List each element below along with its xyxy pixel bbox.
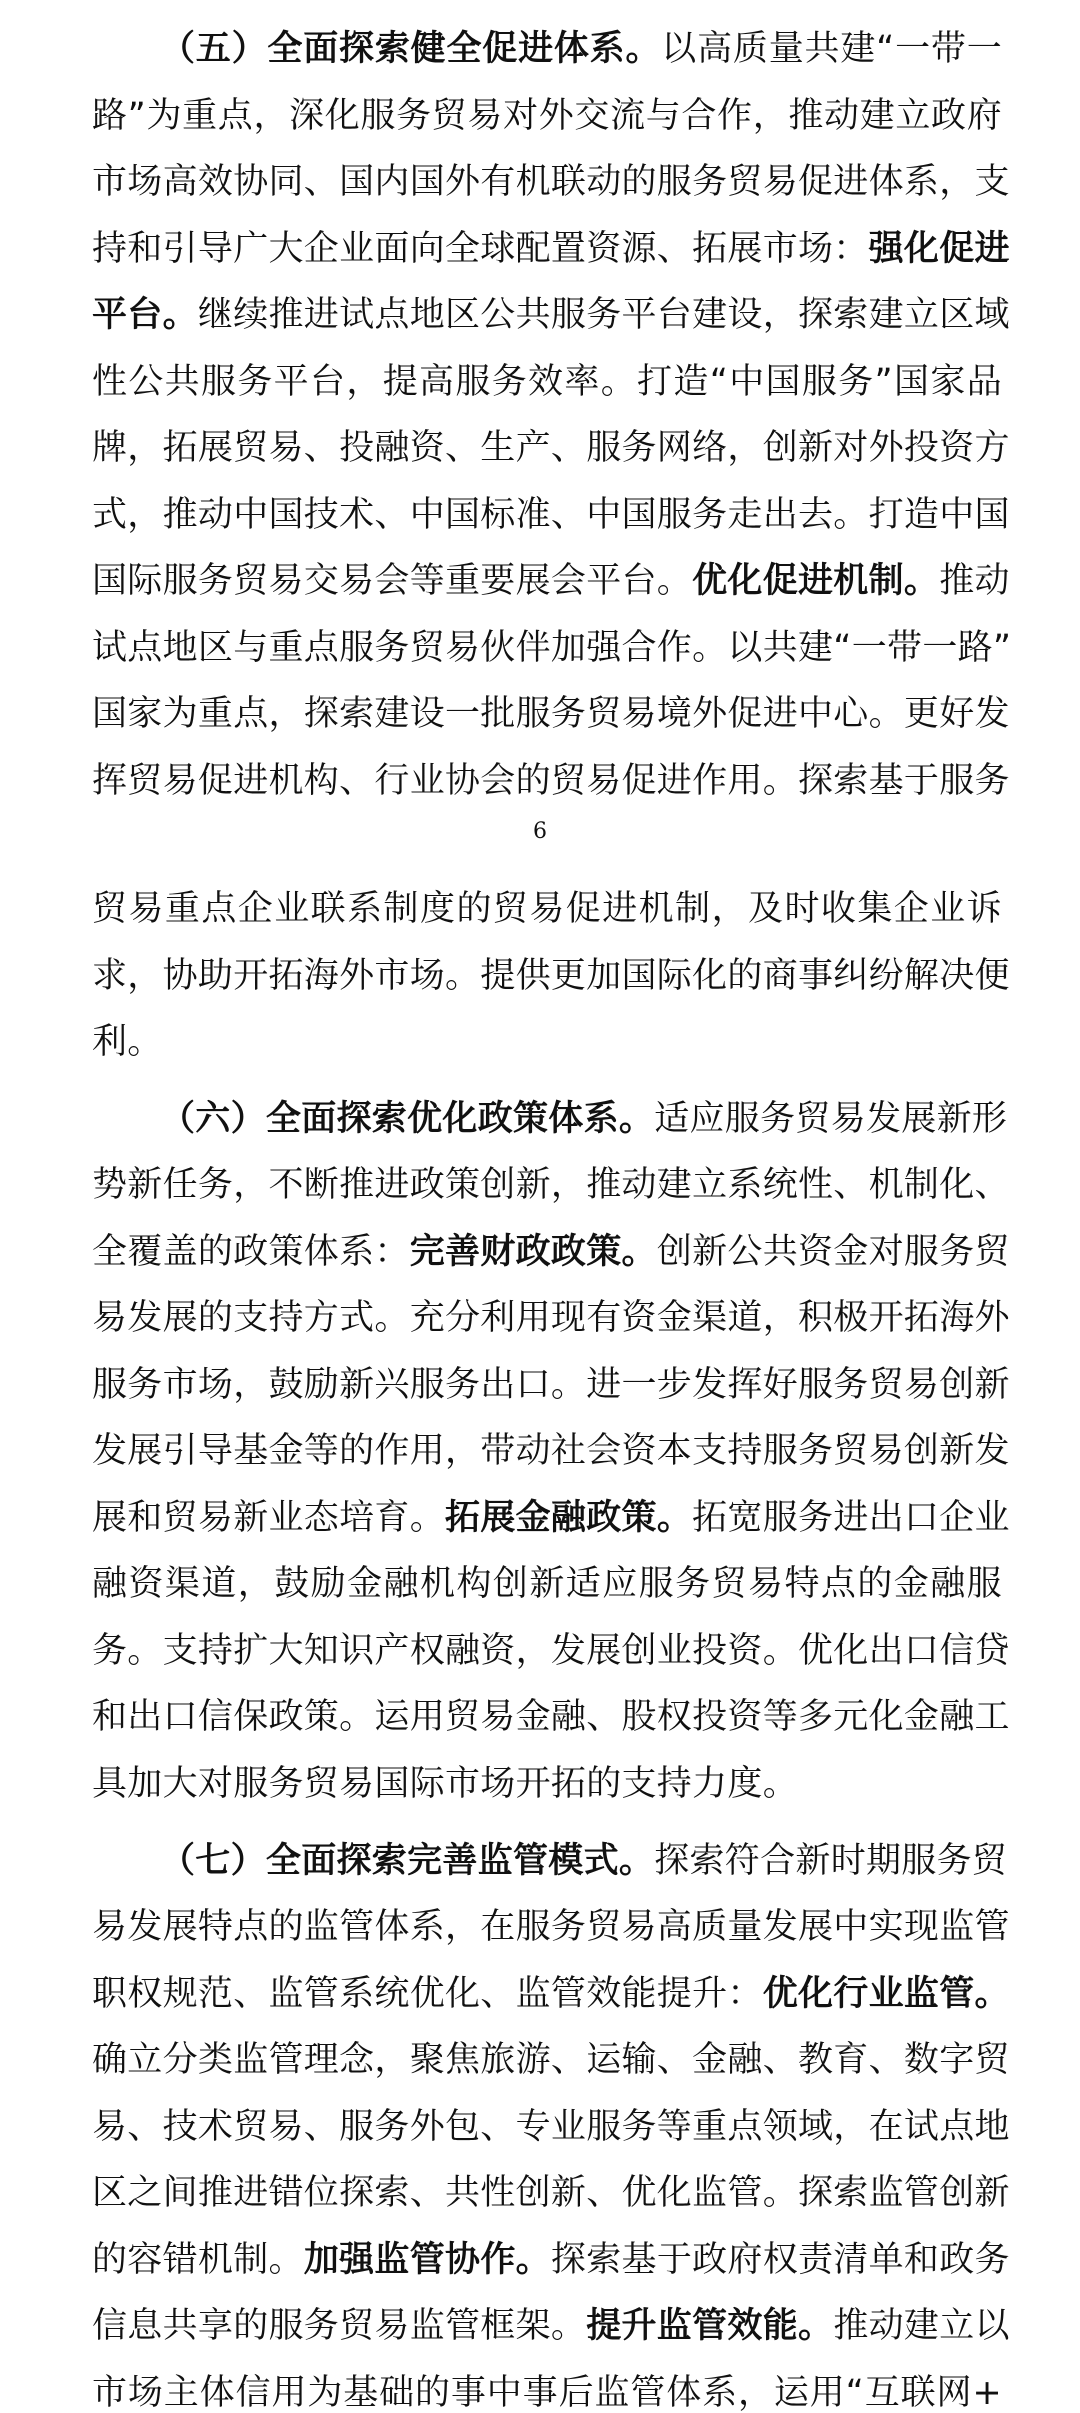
text-line (92, 956, 1010, 996)
text-segment: 性公共服务平台，提高服务效率。打造“中国服务”国家品 (92, 362, 1002, 402)
bold-heading-text: 强化促进 (868, 229, 1010, 269)
text-line (92, 628, 1012, 668)
text-line (92, 428, 1010, 468)
text-segment: 展和贸易新业态培育。 (92, 1498, 446, 1538)
text-segment: 国际服务贸易交易会等重要展会平台。 (92, 561, 693, 601)
text-line (92, 1974, 1010, 2014)
text-segment: 路”为重点，深化服务贸易对外交流与合作，推动建立政府 (92, 96, 1002, 136)
text-line (92, 229, 1010, 269)
text-segment: 以高质量共建“一带一 (661, 29, 1002, 69)
text-segment: 发展引导基金等的作用，带动社会资本支持服务贸易创新发 (92, 1431, 1010, 1471)
page-number: 6 (533, 819, 547, 844)
text-segment: 国家为重点，探索建设一批服务贸易境外促进中心。更好发 (92, 694, 1010, 734)
bold-heading-text: 提升监管效能。 (586, 2306, 834, 2346)
text-line (92, 2306, 1010, 2346)
text-segment: 服务市场，鼓励新兴服务出口。进一步发挥好服务贸易创新 (92, 1365, 1010, 1405)
bold-heading-text: 完善财政政策。 (409, 1232, 657, 1272)
bold-heading-text: 优化促进机制。 (692, 561, 940, 601)
text-line (160, 1099, 1008, 1139)
bold-heading-text: （七）全面探索完善监管模式。 (160, 1841, 655, 1881)
text-line (92, 362, 1002, 402)
text-segment: 推动 (939, 561, 1010, 601)
text-segment: 具加大对服务贸易国际市场开拓的支持力度。 (92, 1764, 799, 1804)
text-segment: 式，推动中国技术、中国标准、中国服务走出去。打造中国 (92, 495, 1010, 535)
text-segment: 市场高效协同、国内国外有机联动的服务贸易促进体系，支 (92, 162, 1010, 202)
text-segment: 易发展特点的监管体系，在服务贸易高质量发展中实现监管 (92, 1907, 1010, 1947)
bold-heading-text: （六）全面探索优化政策体系。 (160, 1099, 655, 1139)
text-segment: 信息共享的服务贸易监管框架。 (92, 2306, 587, 2346)
text-segment: 探索基于政府权责清单和政务 (550, 2240, 1010, 2280)
text-segment: 利。 (92, 1022, 163, 1062)
text-line (92, 1365, 1010, 1405)
text-segment: 持和引导广大企业面向全球配置资源、拓展市场： (92, 229, 869, 269)
text-segment: 易、技术贸易、服务外包、专业服务等重点领域，在试点地 (92, 2107, 1010, 2147)
text-line (92, 2173, 1010, 2213)
text-line (92, 889, 1002, 929)
text-segment: 牌，拓展贸易、投融资、生产、服务网络，创新对外投资方 (92, 428, 1010, 468)
text-segment: 拓宽服务进出口企业 (692, 1498, 1010, 1538)
text-line (92, 1022, 1002, 1062)
text-line (92, 561, 1010, 601)
text-line (160, 1841, 1008, 1881)
text-line (92, 96, 1002, 136)
text-segment: 推动建立以 (833, 2306, 1010, 2346)
text-segment: 融资渠道，鼓励金融机构创新适应服务贸易特点的金融服 (92, 1564, 1002, 1604)
text-segment: 创新公共资金对服务贸 (656, 1232, 1010, 1272)
text-segment: 的容错机制。 (92, 2240, 304, 2280)
text-line (92, 495, 1010, 535)
text-line (92, 2373, 1002, 2413)
text-segment: 探索符合新时期服务贸 (654, 1841, 1008, 1881)
text-line (92, 1431, 1010, 1471)
text-line (92, 1631, 1010, 1671)
text-segment: 挥贸易促进机构、行业协会的贸易促进作用。探索基于服务 (92, 761, 1010, 801)
bold-heading-text: 平台。 (92, 295, 198, 335)
text-segment: 职权规范、监管系统优化、监管效能提升： (92, 1974, 763, 2014)
bold-heading-text: 拓展金融政策。 (445, 1498, 693, 1538)
text-line (92, 694, 1010, 734)
text-line (92, 1498, 1010, 1538)
text-segment: 区之间推进错位探索、共性创新、优化监管。探索监管创新 (92, 2173, 1010, 2213)
text-line (92, 1764, 1002, 1804)
bold-heading-text: 加强监管协作。 (303, 2240, 551, 2280)
bold-heading-text: 优化行业监管。 (762, 1974, 1010, 2014)
text-segment: 求，协助开拓海外市场。提供更加国际化的商事纠纷解决便 (92, 956, 1010, 996)
text-line (92, 162, 1010, 202)
text-line (92, 1907, 1010, 1947)
text-line (92, 1697, 1010, 1737)
text-segment: 市场主体信用为基础的事中事后监管体系，运用“互联网+ (92, 2373, 1002, 2413)
text-line (92, 2240, 1010, 2280)
text-segment: 试点地区与重点服务贸易伙伴加强合作。以共建“一带一路” (92, 628, 1012, 668)
text-segment: 易发展的支持方式。充分利用现有资金渠道，积极开拓海外 (92, 1298, 1010, 1338)
text-line (160, 29, 1002, 69)
text-segment: 势新任务，不断推进政策创新，推动建立系统性、机制化、 (92, 1165, 1010, 1205)
text-line (92, 1232, 1010, 1272)
text-line (92, 1165, 1010, 1205)
text-segment: 和出口信保政策。运用贸易金融、股权投资等多元化金融工 (92, 1697, 1010, 1737)
text-line (92, 761, 1010, 801)
text-segment: 确立分类监管理念，聚焦旅游、运输、金融、教育、数字贸 (92, 2040, 1010, 2080)
text-segment: 全覆盖的政策体系： (92, 1232, 410, 1272)
text-line (92, 295, 1010, 335)
text-segment: 适应服务贸易发展新形 (654, 1099, 1008, 1139)
text-segment: 继续推进试点地区公共服务平台建设，探索建立区域 (197, 295, 1010, 335)
text-segment: 贸易重点企业联系制度的贸易促进机制，及时收集企业诉 (92, 889, 1002, 929)
text-line (92, 2040, 1010, 2080)
text-line (92, 1298, 1010, 1338)
text-line (92, 1564, 1002, 1604)
text-line (92, 2107, 1010, 2147)
bold-heading-text: （五）全面探索健全促进体系。 (160, 29, 662, 69)
text-segment: 务。支持扩大知识产权融资，发展创业投资。优化出口信贷 (92, 1631, 1010, 1671)
